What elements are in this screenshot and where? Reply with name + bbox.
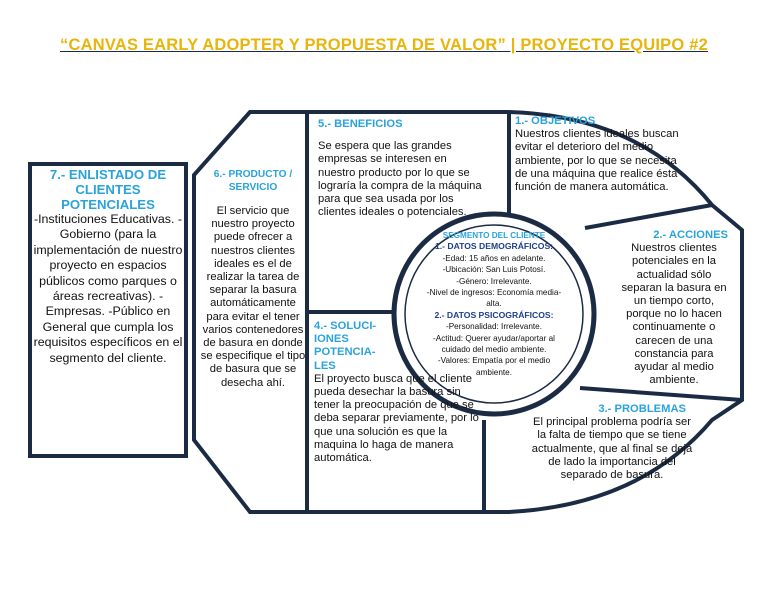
problemas-heading: 3.- PROBLEMAS — [598, 403, 686, 415]
demografico-item: -Nivel de ingresos: Economía media-alta. — [426, 288, 562, 309]
psicografico-item: -Personalidad: Irrelevante. — [445, 322, 543, 332]
objetivos-heading: 1.- OBJETIVOS — [515, 115, 596, 127]
divider-right-lower — [580, 388, 742, 400]
producto-heading: 6.- PRODUCTO / SERVICIO — [213, 169, 293, 193]
acciones-heading: 2.- ACCIONES — [653, 229, 728, 241]
psicografico-item: -Valores: Empatía por el medio ambiente. — [437, 356, 551, 377]
acciones-body: Nuestros clientes potenciales en la actualidad sólo separan la basura en un tiempo corto, porque no lo hacen continuamente o carecen de una constancia para ayudar al medio ambiente. — [621, 242, 727, 387]
soluciones-body: El proyecto busca que el cliente pueda desechar la basura sin tener la preocupación de que se deba separar previamente, por lo que una solución es que la maquina lo haga de manera automática. — [314, 372, 479, 465]
segmento-cliente — [420, 230, 568, 378]
soluciones-heading: 4.- SOLUCI-IONES POTENCIA-LES — [314, 320, 377, 372]
psicografico-item: -Actitud: Querer ayudar/aportar al cuidado del medio ambiente. — [433, 333, 555, 355]
objetivos-body: Nuestros clientes ideales buscan evitar el deterioro del medio ambiente, por lo que se necesita de una máquina que realice ésta función de manera automática. — [515, 128, 679, 194]
clientes-heading: 7.- ENLISTADO DE CLIENTES POTENCIALES — [49, 167, 167, 212]
producto-servicio-section — [199, 168, 307, 390]
problemas-body: El principal problema podría ser la falta de tiempo que se tiene actualmente, que al final se deja de lado la importancia del separado de basura. — [531, 416, 693, 482]
clientes-potenciales-section — [33, 167, 183, 453]
beneficios-section — [318, 118, 484, 219]
acciones-section — [620, 229, 728, 387]
beneficios-heading: 5.- BENEFICIOS — [318, 118, 403, 130]
psicograficos-heading: 2.- DATOS PSICOGRÁFICOS: — [434, 309, 554, 320]
segmento-title: SEGMENTO DEL CLIENTE — [442, 231, 546, 240]
demografico-item: -Ubicación: San Luis Potosí. — [442, 265, 546, 275]
demografico-item: -Género: Irrelevante. — [456, 276, 532, 286]
clientes-body: -Instituciones Educativas. -Gobierno (para la implementación de nuestro proyecto en espacios públicos como parques o áreas recreativas). -Empresas. -Público en General que cumpla los requisitos específicos en el segmento del cliente. — [33, 212, 183, 365]
problemas-section — [528, 403, 696, 482]
objetivos-section — [515, 115, 683, 194]
producto-body: El servicio que nuestro proyecto puede ofrecer a nuestros clientes ideales es el de realizar la tarea de separar la basura automáticamente para evitar el tener varios contenedores de basura en donde se especifique el tipo de basura que se desecha ahí. — [200, 205, 306, 389]
page-title: “CANVAS EARLY ADOPTER Y PROPUESTA DE VALOR” | PROYECTO EQUIPO #2 — [60, 36, 708, 54]
demografico-item: -Edad: 15 años en adelante. — [442, 253, 546, 263]
beneficios-body: Se espera que las grandes empresas se interesen en nuestro producto por lo que se lograría la compra de la máquina para que sea usada por los clientes ideales o potenciales. — [318, 140, 482, 219]
demograficos-heading: 1.- DATOS DEMOGRÁFICOS: — [434, 241, 554, 252]
divider-right-upper — [585, 205, 712, 228]
